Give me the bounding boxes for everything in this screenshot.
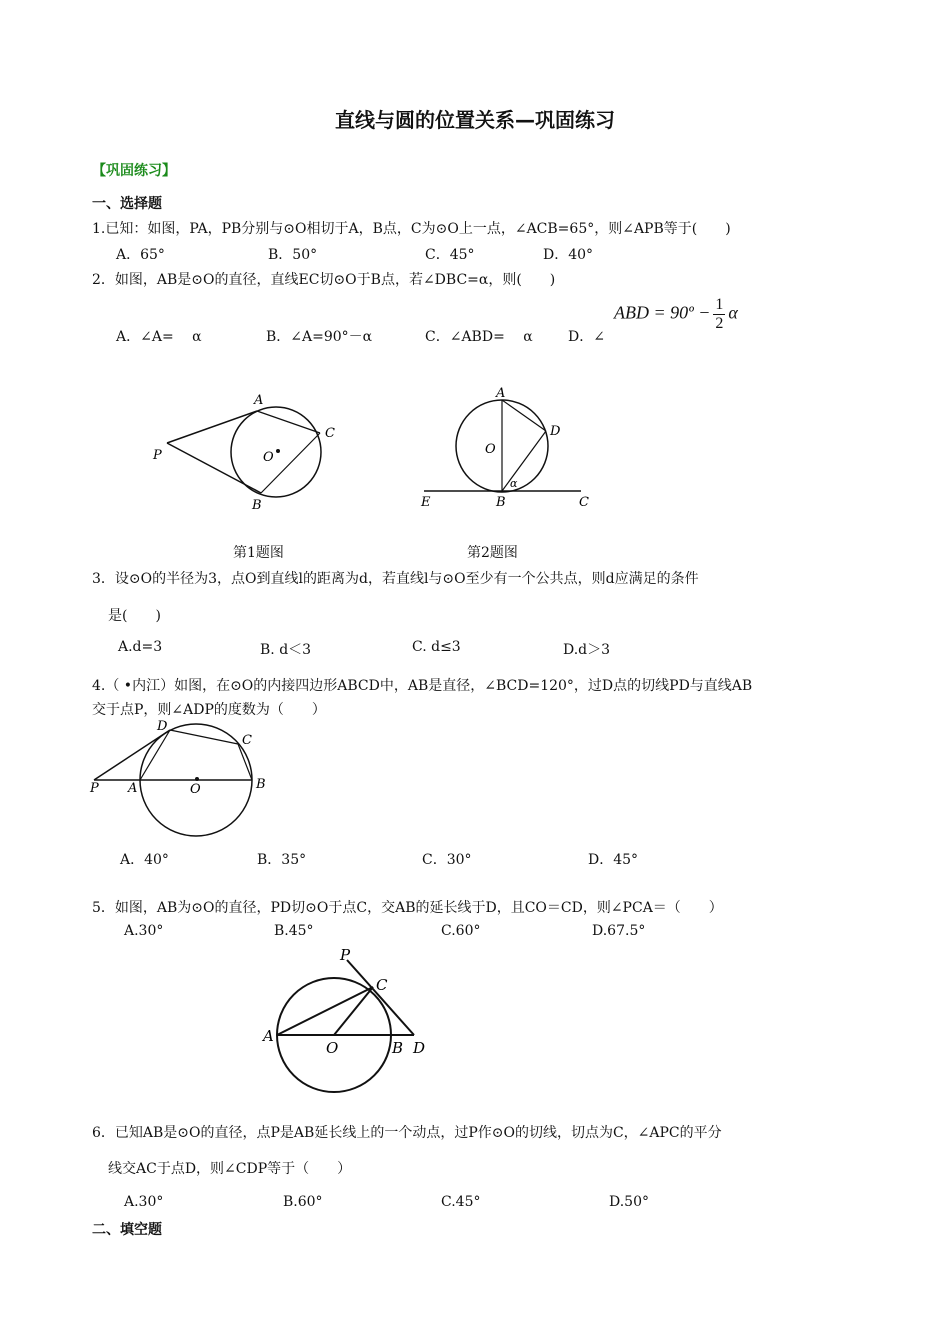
q4-line1: 4.（ •内江）如图，在⊙O的内接四边形ABCD中，AB是直径，∠BCD=120°，过D点的切线PD与直线AB <box>92 678 753 694</box>
fig4-label-a: A <box>128 781 138 796</box>
q4-line2: 交于点P，则∠ADP的度数为（ ） <box>92 702 326 718</box>
fig2-chord-bd <box>502 431 546 491</box>
figure-1 <box>145 385 345 515</box>
q4-option-b: B．35° <box>257 852 307 868</box>
fig1-caption: 第1题图 <box>233 545 284 561</box>
fig4-center-dot <box>195 777 199 781</box>
q6-option-d: D.50° <box>609 1194 649 1210</box>
q5-option-d: D.67.5° <box>592 923 646 939</box>
fig2-label-alpha: α <box>510 477 518 490</box>
fig1-label-p: P <box>153 448 162 463</box>
fig2-label-d: D <box>550 424 561 439</box>
fig5-label-d: D <box>413 1039 426 1057</box>
fig4-chord-cb <box>238 744 252 780</box>
fig1-label-a: A <box>254 393 264 408</box>
q3-line1: 3．设⊙O的半径为3，点O到直线l的距离为d，若直线l与⊙O至少有一个公共点，则d应满足的条件 <box>92 571 699 587</box>
q3-option-b: B. d＜3 <box>260 642 312 658</box>
fig5-label-p: P <box>340 946 351 964</box>
q1-option-c: C．45° <box>425 247 475 263</box>
q5-text: 5．如图，AB为⊙O的直径，PD切⊙O于点C，交AB的延长线于D，且CO＝CD，则∠PCA＝（ ） <box>92 900 723 916</box>
q4-option-c: C．30° <box>422 852 472 868</box>
fig2-label-o: O <box>485 442 496 457</box>
q3-option-a: A.d=3 <box>118 639 163 655</box>
q3-option-d: D.d＞3 <box>563 642 611 658</box>
q2-math-fraction <box>713 296 725 333</box>
q2-text: 2．如图，AB是⊙O的直径，直线EC切⊙O于B点，若∠DBC=α，则( ) <box>92 272 556 288</box>
q5-option-a: A.30° <box>124 923 164 939</box>
q1-option-a: A．65° <box>116 247 165 263</box>
fig2-label-e: E <box>421 495 431 510</box>
fig4-chord-dc <box>170 730 238 744</box>
fig5-chord-ac <box>277 987 373 1035</box>
q2-math-var: α <box>728 302 738 323</box>
fig2-label-a: A <box>496 386 506 401</box>
q2-math-den: 2 <box>715 315 724 332</box>
fig2-chord-ad <box>502 400 546 431</box>
fig4-label-p: P <box>90 781 99 796</box>
fig5-label-a: A <box>263 1027 274 1045</box>
fig5-label-b: B <box>392 1039 404 1057</box>
fig1-label-o: O <box>263 450 274 465</box>
figure-4 <box>86 720 276 838</box>
q2-option-d: D．∠ <box>568 329 605 345</box>
figure-2 <box>418 385 598 515</box>
fig2-caption: 第2题图 <box>467 545 518 561</box>
q2-option-b: B．∠A=90°－α <box>266 329 373 345</box>
q3-option-c: C. d≤3 <box>412 639 461 655</box>
q6-line2: 线交AC于点D，则∠CDP等于（ ） <box>108 1161 352 1177</box>
page-title: 直线与圆的位置关系—巩固练习 <box>335 108 615 132</box>
part1-heading: 一、选择题 <box>92 196 162 212</box>
fig2-label-c: C <box>579 495 589 510</box>
q5-option-c: C.60° <box>441 923 481 939</box>
fig2-label-b: B <box>496 495 506 510</box>
q1-text: 1.已知：如图，PA，PB分别与⊙O相切于A，B点，C为⊙O上一点，∠ACB=65°，则∠APB等于( ) <box>92 221 731 237</box>
fig4-tangent-pd <box>94 730 170 780</box>
fig1-tangent-pb <box>167 443 261 493</box>
q6-option-c: C.45° <box>441 1194 481 1210</box>
q1-option-d: D．40° <box>543 247 594 263</box>
q6-line1: 6．已知AB是⊙O的直径，点P是AB延长线上的一个动点，过P作⊙O的切线，切点为C，∠APC的平分 <box>92 1125 722 1141</box>
fig4-label-c: C <box>242 733 252 748</box>
fig4-label-d: D <box>157 720 168 734</box>
fig4-label-b: B <box>256 777 266 792</box>
q2-option-c: C．∠ABD= α <box>425 329 533 345</box>
fig5-label-o: O <box>326 1039 339 1057</box>
section-label: 【巩固练习】 <box>92 163 176 179</box>
part2-heading: 二、填空题 <box>92 1222 162 1238</box>
q6-option-b: B.60° <box>283 1194 323 1210</box>
fig5-tangent-pd <box>347 960 414 1035</box>
q2-math-expression <box>614 296 738 333</box>
q2-option-a: A．∠A= α <box>116 329 202 345</box>
q2-math-lhs: ABD = 90º − <box>614 302 711 323</box>
q3-line2: 是( ) <box>108 608 161 624</box>
q2-math-num: 1 <box>715 296 724 313</box>
q4-option-d: D．45° <box>588 852 639 868</box>
fig1-chord-ac <box>257 411 320 433</box>
fig1-tangent-pa <box>167 411 257 443</box>
q1-option-b: B．50° <box>268 247 318 263</box>
q6-option-a: A.30° <box>124 1194 164 1210</box>
fig5-label-c: C <box>376 976 388 994</box>
fig1-center-dot <box>276 449 280 453</box>
fig1-label-c: C <box>325 426 335 441</box>
fig5-radius-oc <box>334 987 373 1035</box>
q4-option-a: A．40° <box>120 852 169 868</box>
fig4-chord-ad <box>140 730 170 780</box>
q5-option-b: B.45° <box>274 923 314 939</box>
fig1-label-b: B <box>252 498 262 513</box>
fig4-label-o: O <box>190 782 201 797</box>
figure-5 <box>258 946 438 1096</box>
